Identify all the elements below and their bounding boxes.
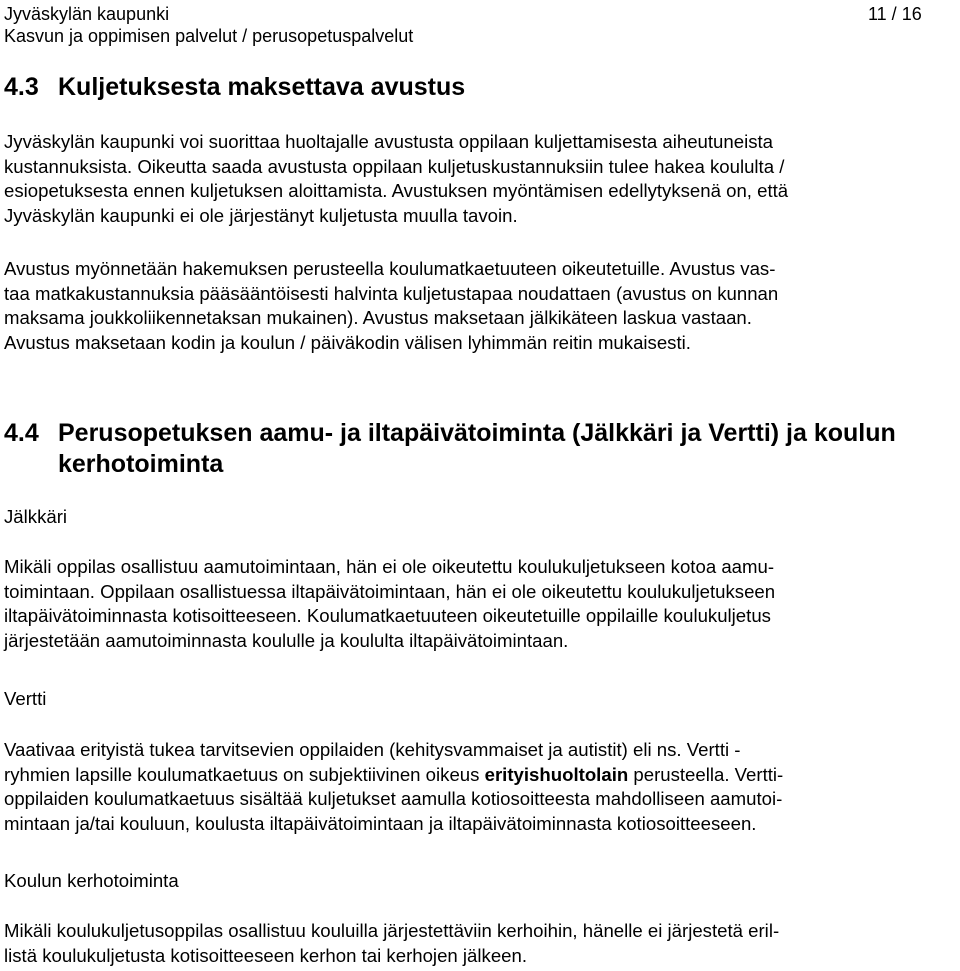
- section-title: Kuljetuksesta maksettava avustus: [58, 73, 466, 101]
- section-heading-4-4: [4, 418, 896, 448]
- section-title-continued: kerhotoiminta: [58, 450, 224, 478]
- text-line: taa matkakustannuksia pääsääntöisesti halvinta kuljetustapaa noudattaen (avustus on kunnan: [4, 282, 779, 304]
- subheading-jalkkari: Jälkkäri: [4, 506, 68, 527]
- text-segment: perusteella. Vertti-: [628, 763, 784, 785]
- text-line: Jyväskylän kaupunki ei ole järjestänyt kuljetusta muulla tavoin.: [4, 205, 518, 227]
- section-title: Perusopetuksen aamu- ja iltapäivätoiminta (Jälkkäri ja Vertti) ja koulun: [58, 419, 896, 447]
- text-line: mintaan ja/tai kouluun, koulusta iltapäivätoimintaan ja iltapäivätoiminnasta kotiosoitteeseen.: [4, 813, 757, 835]
- page-number: 11 / 16: [868, 4, 922, 24]
- text-line: esiopetuksesta ennen kuljetuksen aloittamista. Avustuksen myöntämisen edellytyksenä on, että: [4, 180, 789, 202]
- text-line: listä koulukuljetusta kotisoitteeseen kerhon tai kerhojen jälkeen.: [4, 944, 528, 966]
- subheading-kerhotoiminta: Koulun kerhotoiminta: [4, 870, 179, 891]
- text-line: Vaativaa erityistä tukea tarvitsevien oppilaiden (kehitysvammaiset ja autistit) eli ns. Vertti -: [4, 739, 741, 760]
- text-line: oppilaiden koulumatkaetuus sisältää kuljetukset aamulla kotiosoitteesta mahdolliseen aamutoi-: [4, 788, 783, 810]
- header-organization: Jyväskylän kaupunki: [4, 4, 170, 24]
- section-number: 4.3: [4, 73, 39, 101]
- text-line: [4, 763, 783, 788]
- section-heading-4-3: [4, 72, 465, 102]
- text-line: Avustus myönnetään hakemuksen perusteella koulumatkaetuuteen oikeutetuille. Avustus vas-: [4, 258, 776, 279]
- text-line: maksama joukkoliikennetaksan mukainen). Avustus maksetaan jälkikäteen laskua vastaan.: [4, 307, 752, 329]
- header-department: Kasvun ja oppimisen palvelut / perusopetuspalvelut: [4, 26, 414, 46]
- text-line: Jyväskylän kaupunki voi suorittaa huoltajalle avustusta oppilaan kuljettamisesta aiheutuneista: [4, 131, 773, 152]
- text-segment: ryhmien lapsille koulumatkaetuus on subjektiivinen oikeus: [4, 763, 485, 785]
- jalkkari-paragraph: [4, 555, 775, 654]
- text-line: Mikäli koulukuljetusoppilas osallistuu kouluilla järjestettäviin kerhoihin, hänelle ei järjestetä eril-: [4, 920, 780, 941]
- section-4-3-paragraph-2: [4, 257, 778, 356]
- section-number: 4.4: [4, 419, 39, 447]
- text-line: Avustus maksetaan kodin ja koulun / päiväkodin välisen lyhimmän reitin mukaisesti.: [4, 332, 691, 354]
- text-line: iltapäivätoiminnasta kotisoitteeseen. Koulumatkaetuuteen oikeutetuille oppilaille koulukuljetus: [4, 605, 771, 627]
- text-line: kustannuksista. Oikeutta saada avustusta oppilaan kuljetuskustannuksiin tulee hakea koululta /: [4, 155, 785, 177]
- section-4-3-paragraph-1: [4, 130, 788, 229]
- text-line: toimintaan. Oppilaan osallistuessa iltapäivätoimintaan, hän ei ole oikeutettu koulukuljetukseen: [4, 580, 776, 602]
- subheading-vertti: Vertti: [4, 688, 47, 709]
- law-name-bold: erityishuoltolain: [484, 763, 629, 785]
- text-line: Mikäli oppilas osallistuu aamutoimintaan, hän ei ole oikeutettu koulukuljetukseen kotoa aamu-: [4, 556, 775, 577]
- kerhotoiminta-paragraph: [4, 919, 779, 968]
- text-line: järjestetään aamutoiminnasta koululle ja koululta iltapäivätoimintaan.: [4, 630, 569, 652]
- vertti-paragraph: [4, 738, 783, 837]
